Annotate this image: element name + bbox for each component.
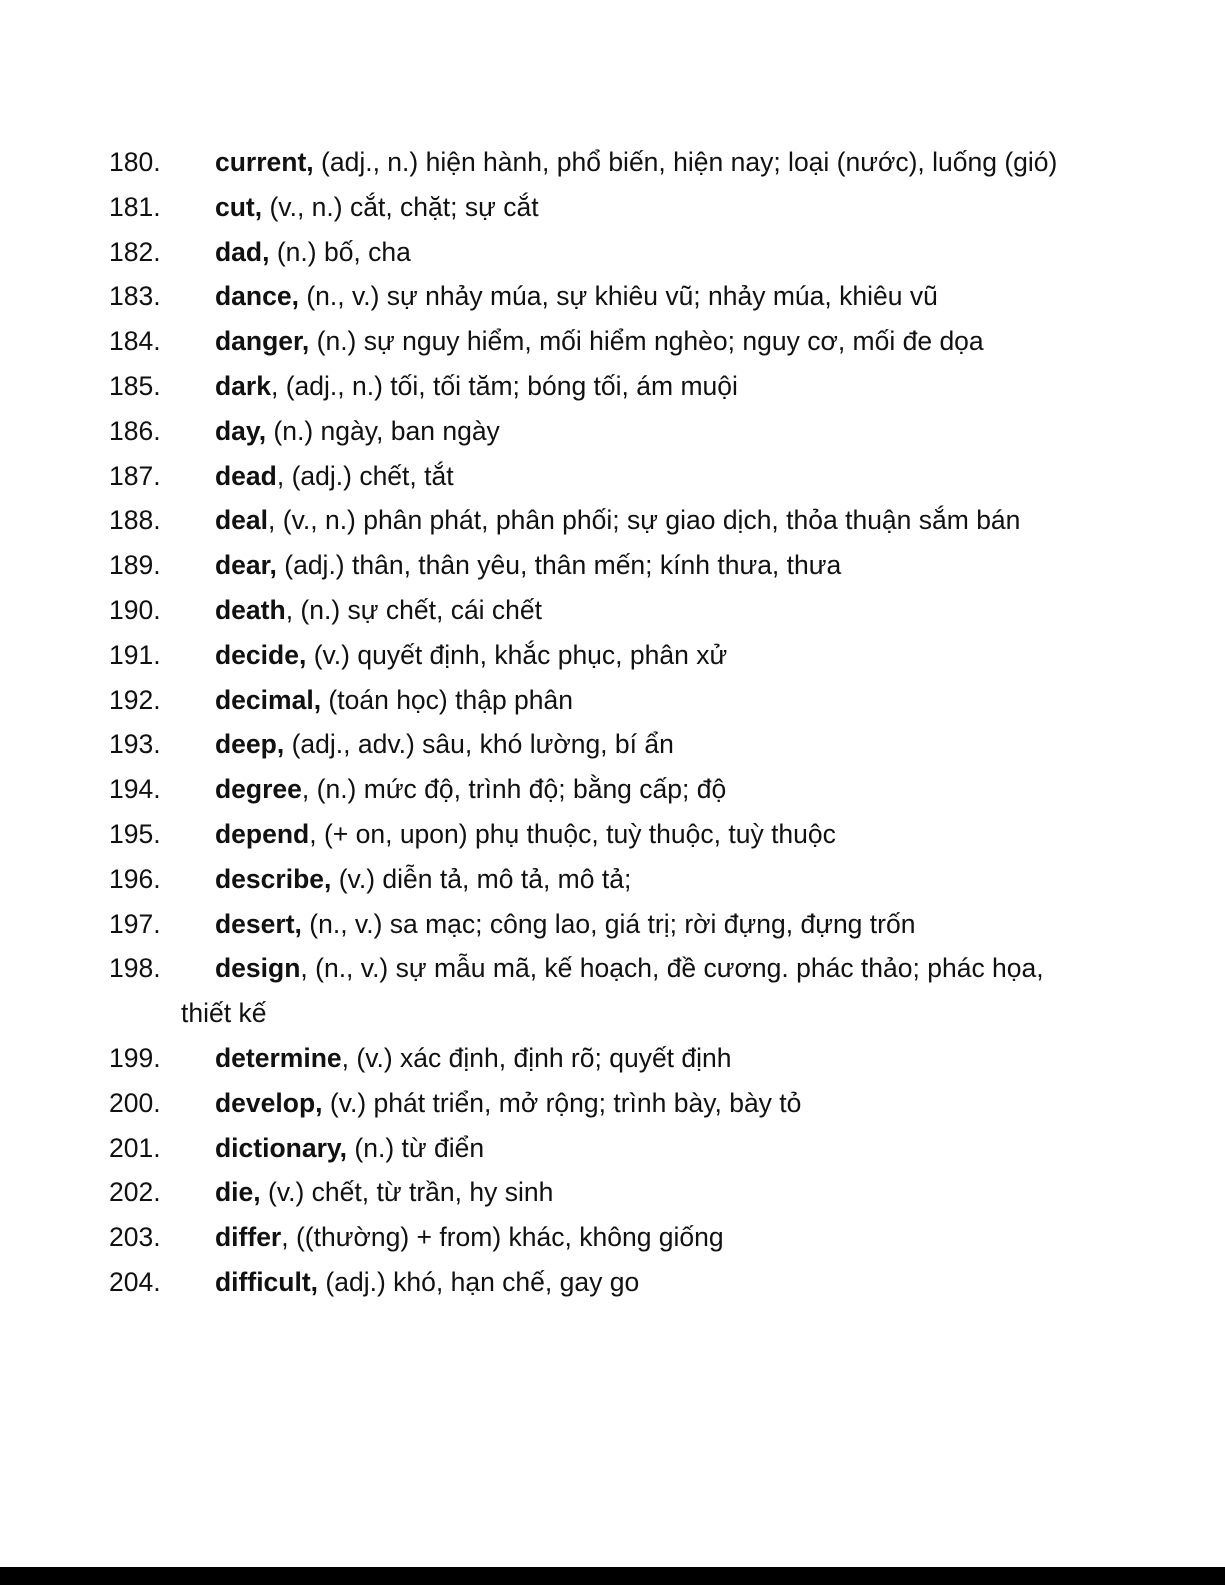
entry-definition: (n., v.) sa mạc; công lao, giá trị; rời đựng, đựng trốn	[301, 908, 916, 939]
entry-number: 180.	[109, 147, 161, 177]
entry-body	[181, 147, 1057, 177]
entry-number: 201.	[109, 1132, 161, 1163]
entry-definition: (v.) diễn tả, mô tả, mô tả;	[331, 863, 632, 894]
entry-headword: design	[215, 953, 301, 984]
entry-body	[181, 237, 411, 267]
entry-headword: deep,	[215, 729, 285, 760]
entry-headword: develop,	[215, 1087, 323, 1118]
entry-number: 182.	[109, 236, 161, 267]
entry-body	[181, 550, 841, 580]
entry-definition: (n.) từ điển	[347, 1132, 485, 1163]
entry-body	[181, 685, 573, 715]
entry-definition: , (n.) sự chết, cái chết	[285, 594, 543, 625]
vocabulary-list	[109, 140, 1075, 1305]
vocab-entry	[109, 722, 1075, 767]
entry-headword: dance,	[215, 281, 299, 312]
entry-body	[181, 1177, 553, 1207]
entry-body	[181, 1133, 484, 1163]
entry-number: 193.	[109, 729, 161, 760]
vocab-entry	[109, 588, 1075, 633]
vocab-entry	[109, 767, 1075, 812]
vocab-entry	[109, 1126, 1075, 1171]
entry-body	[181, 461, 454, 491]
entry-definition: , (adj.) chết, tắt	[276, 460, 454, 491]
entry-headword: cut,	[215, 191, 263, 222]
entry-headword: degree	[215, 774, 302, 805]
vocab-entry	[109, 230, 1075, 275]
entry-headword: dictionary,	[215, 1132, 348, 1163]
entry-body	[181, 1088, 801, 1118]
entry-headword: depend	[215, 818, 310, 849]
entry-number: 195.	[109, 818, 161, 849]
entry-headword: difficult,	[215, 1266, 319, 1297]
entry-body	[181, 371, 738, 401]
vocab-entry	[109, 274, 1075, 319]
entry-body	[181, 1222, 724, 1252]
entry-body	[181, 281, 938, 311]
entry-definition: , (n., v.) sự mẫu mã, kế hoạch, đề cương. phác thảo; phác họa, thiết kế	[181, 953, 1044, 1029]
entry-definition: (adj.) khó, hạn chế, gay go	[318, 1266, 640, 1297]
entry-number: 186.	[109, 415, 161, 446]
entry-number: 194.	[109, 774, 161, 805]
entry-definition: (v., n.) cắt, chặt; sự cắt	[262, 191, 539, 222]
vocab-entry	[109, 1260, 1075, 1305]
entry-number: 200.	[109, 1087, 161, 1118]
vocab-entry	[109, 1215, 1075, 1260]
entry-headword: current,	[215, 147, 314, 177]
entry-headword: danger,	[215, 326, 310, 357]
vocab-entry	[109, 812, 1075, 857]
vocab-entry	[109, 185, 1075, 230]
entry-number: 184.	[109, 326, 161, 357]
entry-body	[181, 1043, 732, 1073]
entry-number: 203.	[109, 1222, 161, 1253]
entry-number: 185.	[109, 370, 161, 401]
vocab-entry	[109, 543, 1075, 588]
vocab-entry	[109, 1081, 1075, 1126]
entry-number: 198.	[109, 953, 161, 984]
entry-headword: deal	[215, 505, 269, 536]
entry-headword: decimal,	[215, 684, 322, 715]
entry-definition: (v.) phát triển, mở rộng; trình bày, bày tỏ	[322, 1087, 802, 1118]
vocab-entry	[109, 633, 1075, 678]
entry-body	[181, 595, 542, 625]
entry-definition: (n.) bố, cha	[269, 236, 411, 267]
entry-headword: describe,	[215, 863, 332, 894]
entry-number: 187.	[109, 460, 161, 491]
entry-headword: dad,	[215, 236, 270, 267]
entry-number: 181.	[109, 191, 161, 222]
entry-definition: (n.) sự nguy hiểm, mối hiểm nghèo; nguy cơ, mối đe dọa	[309, 326, 984, 357]
entry-number: 204.	[109, 1266, 161, 1297]
entry-body	[181, 729, 674, 759]
vocab-entry	[109, 678, 1075, 723]
entry-body	[181, 416, 500, 446]
entry-definition: (n.) ngày, ban ngày	[266, 415, 500, 446]
entry-headword: determine	[215, 1042, 342, 1073]
entry-number: 188.	[109, 505, 161, 536]
vocab-entry	[109, 364, 1075, 409]
entry-headword: dark	[215, 370, 271, 401]
entry-definition: , (v.) xác định, định rõ; quyết định	[341, 1042, 732, 1073]
entry-number: 191.	[109, 639, 161, 670]
entry-number: 189.	[109, 550, 161, 581]
vocab-entry	[109, 946, 1075, 1036]
entry-definition: (n., v.) sự nhảy múa, sự khiêu vũ; nhảy múa, khiêu vũ	[298, 281, 938, 312]
entry-headword: dead	[215, 460, 277, 491]
entry-number: 183.	[109, 281, 161, 312]
vocab-entry	[109, 1170, 1075, 1215]
entry-definition: , (v., n.) phân phát, phân phối; sự giao dịch, thỏa thuận sắm bán	[268, 505, 1021, 536]
entry-body	[181, 909, 915, 939]
entry-definition: (adj., adv.) sâu, khó lường, bí ẩn	[284, 729, 674, 760]
entry-body	[181, 864, 631, 894]
page-bottom-border	[0, 1567, 1225, 1585]
entry-headword: death	[215, 594, 286, 625]
vocab-entry	[109, 902, 1075, 947]
entry-number: 197.	[109, 908, 161, 939]
entry-body	[181, 640, 727, 670]
vocab-entry	[109, 857, 1075, 902]
vocab-entry	[109, 498, 1075, 543]
entry-headword: differ	[215, 1222, 282, 1253]
entry-headword: dear,	[215, 550, 277, 581]
entry-headword: day,	[215, 415, 267, 446]
entry-body	[181, 326, 984, 356]
entry-number: 196.	[109, 863, 161, 894]
vocab-entry	[109, 409, 1075, 454]
vocab-entry	[109, 1036, 1075, 1081]
entry-body	[181, 505, 1020, 535]
entry-definition: , ((thường) + from) khác, không giống	[281, 1222, 724, 1253]
entry-body	[181, 819, 836, 849]
entry-number: 199.	[109, 1042, 161, 1073]
entry-body	[181, 192, 539, 222]
vocab-entry	[109, 454, 1075, 499]
entry-definition: , (adj., n.) tối, tối tăm; bóng tối, ám muội	[270, 370, 738, 401]
entry-headword: die,	[215, 1177, 261, 1208]
entry-definition: (v.) chết, từ trần, hy sinh	[260, 1177, 554, 1208]
entry-number: 192.	[109, 684, 161, 715]
entry-definition: (adj.) thân, thân yêu, thân mến; kính thưa, thưa	[276, 550, 842, 581]
vocab-entry	[109, 319, 1075, 364]
entry-definition: , (n.) mức độ, trình độ; bằng cấp; độ	[301, 774, 727, 805]
entry-definition: (toán học) thập phân	[321, 684, 573, 715]
entry-number: 190.	[109, 594, 161, 625]
entry-headword: decide,	[215, 639, 307, 670]
vocab-entry	[109, 140, 1075, 185]
entry-definition: (adj., n.) hiện hành, phổ biến, hiện nay; loại (nước), luống (gió)	[313, 147, 1058, 177]
entry-body	[181, 1267, 639, 1297]
entry-definition: , (+ on, upon) phụ thuộc, tuỳ thuộc, tuỳ thuộc	[309, 818, 836, 849]
entry-body	[181, 953, 1044, 1028]
entry-definition: (v.) quyết định, khắc phục, phân xử	[306, 639, 728, 670]
entry-body	[181, 774, 726, 804]
entry-number: 202.	[109, 1177, 161, 1208]
entry-headword: desert,	[215, 908, 302, 939]
